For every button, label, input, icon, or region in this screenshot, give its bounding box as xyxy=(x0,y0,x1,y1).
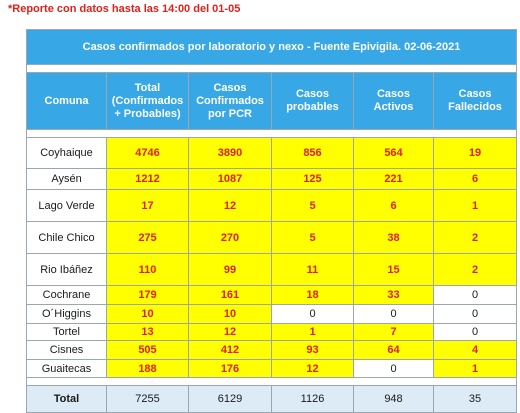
cell-fallecidos: 0 xyxy=(434,305,517,324)
cell-fallecidos: 2 xyxy=(434,222,517,254)
cell-fallecidos: 4 xyxy=(434,341,517,360)
cell-fallecidos: 0 xyxy=(434,286,517,305)
cell-activos: 38 xyxy=(354,222,434,254)
cell-total: 275 xyxy=(107,222,189,254)
cell-total: 179 xyxy=(107,286,189,305)
table-row xyxy=(27,360,517,378)
cell-probables: 11 xyxy=(272,254,354,286)
comuna-name: Cisnes xyxy=(27,341,107,360)
cell-probables: 125 xyxy=(272,169,354,190)
column-header-total: Total (Confirmados + Probables) xyxy=(107,73,189,130)
comuna-name: Aysén xyxy=(27,169,107,190)
cell-confirmados-pcr: 176 xyxy=(189,360,272,378)
cell-activos: 0 xyxy=(354,360,434,378)
cell-activos: 0 xyxy=(354,305,434,324)
comuna-name: Coyhaique xyxy=(27,138,107,169)
column-header-comuna: Comuna xyxy=(27,73,107,130)
table-row xyxy=(27,286,517,305)
comuna-name: Lago Verde xyxy=(27,190,107,222)
comuna-name: Guaitecas xyxy=(27,360,107,378)
cell-total: 17 xyxy=(107,190,189,222)
total-label: Total xyxy=(27,386,107,413)
total-total: 7255 xyxy=(107,386,189,413)
table-row xyxy=(27,169,517,190)
table-row xyxy=(27,341,517,360)
table-row xyxy=(27,254,517,286)
table-row xyxy=(27,324,517,341)
total-row xyxy=(27,386,517,413)
header-row xyxy=(27,73,517,130)
cell-probables: 12 xyxy=(272,360,354,378)
cell-confirmados-pcr: 1087 xyxy=(189,169,272,190)
comuna-name: Tortel xyxy=(27,324,107,341)
table-row xyxy=(27,305,517,324)
cell-activos: 221 xyxy=(354,169,434,190)
comuna-name: Rio Ibáñez xyxy=(27,254,107,286)
cell-confirmados-pcr: 12 xyxy=(189,190,272,222)
cell-fallecidos: 6 xyxy=(434,169,517,190)
cell-probables: 856 xyxy=(272,138,354,169)
cell-activos: 64 xyxy=(354,341,434,360)
cell-probables: 93 xyxy=(272,341,354,360)
total-probables: 1126 xyxy=(272,386,354,413)
cell-confirmados-pcr: 161 xyxy=(189,286,272,305)
cell-fallecidos: 1 xyxy=(434,360,517,378)
cell-probables: 0 xyxy=(272,305,354,324)
cell-confirmados-pcr: 10 xyxy=(189,305,272,324)
comuna-name: Cochrane xyxy=(27,286,107,305)
cell-activos: 564 xyxy=(354,138,434,169)
table-row xyxy=(27,138,517,169)
cell-activos: 6 xyxy=(354,190,434,222)
cell-probables: 5 xyxy=(272,190,354,222)
cell-activos: 33 xyxy=(354,286,434,305)
cell-activos: 15 xyxy=(354,254,434,286)
cell-confirmados-pcr: 412 xyxy=(189,341,272,360)
cell-confirmados-pcr: 12 xyxy=(189,324,272,341)
cell-fallecidos: 1 xyxy=(434,190,517,222)
cell-confirmados-pcr: 270 xyxy=(189,222,272,254)
cell-total: 188 xyxy=(107,360,189,378)
cell-fallecidos: 19 xyxy=(434,138,517,169)
cell-probables: 18 xyxy=(272,286,354,305)
cases-table xyxy=(26,29,517,413)
comuna-name: Chile Chico xyxy=(27,222,107,254)
column-header-probables: Casos probables xyxy=(272,73,354,130)
cell-activos: 7 xyxy=(354,324,434,341)
column-header-activos: Casos Activos xyxy=(354,73,434,130)
table-title: Casos confirmados por laboratorio y nexo - Fuente Epivigila. 02-06-2021 xyxy=(27,30,517,65)
comuna-name: O´Higgins xyxy=(27,305,107,324)
table-row xyxy=(27,222,517,254)
column-header-fallecidos: Casos Fallecidos xyxy=(434,73,517,130)
cell-total: 505 xyxy=(107,341,189,360)
total-fallecidos: 35 xyxy=(434,386,517,413)
cell-confirmados-pcr: 99 xyxy=(189,254,272,286)
cell-probables: 1 xyxy=(272,324,354,341)
cell-total: 110 xyxy=(107,254,189,286)
total-activos: 948 xyxy=(354,386,434,413)
report-note: *Reporte con datos hasta las 14:00 del 01-05 xyxy=(8,3,241,15)
total-confirmados-pcr: 6129 xyxy=(189,386,272,413)
cell-confirmados-pcr: 3890 xyxy=(189,138,272,169)
cell-total: 4746 xyxy=(107,138,189,169)
cell-fallecidos: 2 xyxy=(434,254,517,286)
cell-total: 13 xyxy=(107,324,189,341)
cell-probables: 5 xyxy=(272,222,354,254)
table-row xyxy=(27,190,517,222)
cell-total: 10 xyxy=(107,305,189,324)
cell-total: 1212 xyxy=(107,169,189,190)
cell-fallecidos: 0 xyxy=(434,324,517,341)
column-header-confirmados-pcr: Casos Confirmados por PCR xyxy=(189,73,272,130)
